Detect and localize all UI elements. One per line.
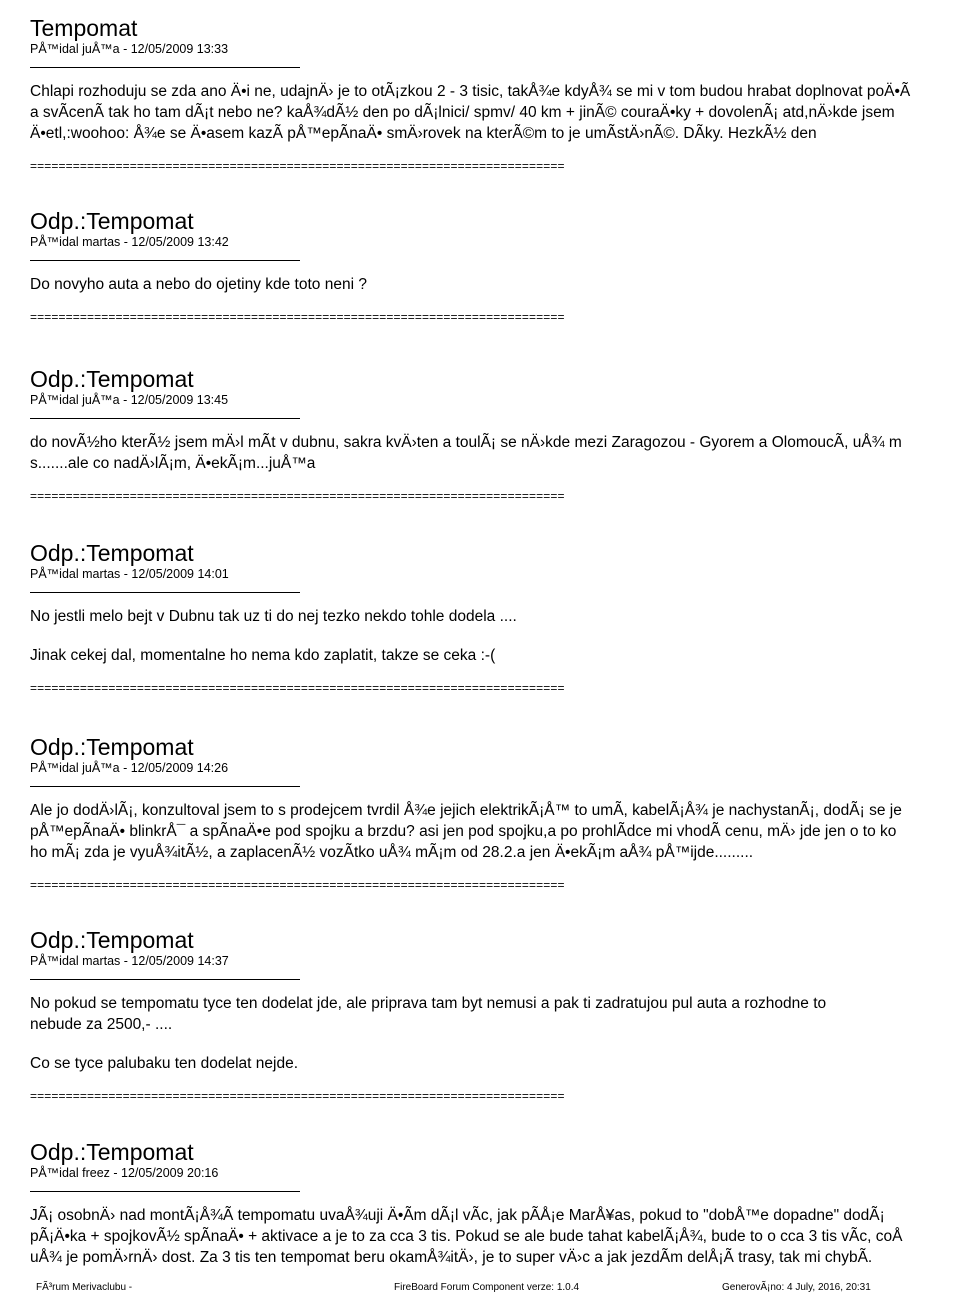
footer-site-name: FÃ³rum Merivaclubu - [36, 1282, 133, 1293]
post-meta: PÅ™idal juÅ™a - 12/05/2009 13:45 [30, 393, 229, 407]
post-text-line: s.......ale co nadÄ›lÃ¡m, Ä•ekÃ¡m...juÅ™a [30, 455, 316, 472]
forum-post [30, 540, 960, 695]
post-separator: =========================================================================== [30, 1089, 565, 1103]
post-paragraph [30, 274, 960, 295]
forum-post [30, 1139, 960, 1268]
post-meta: PÅ™idal freez - 12/05/2009 20:16 [30, 1166, 219, 1180]
post-text-line: nebude za 2500,- .... [30, 1016, 173, 1033]
post-title: Tempomat [30, 15, 138, 41]
post-meta: PÅ™idal martas - 12/05/2009 14:01 [30, 567, 229, 581]
post-text-line: ho mÃ¡ zda je vyuÅ¾itÃ½, a zaplacenÃ½ vozÃtko uÅ¾ mÃ¡m od 28.2.a jen Ä•ekÃ¡m aÅ¾ pÅ™ijde......... [30, 844, 754, 861]
post-body [30, 993, 960, 1074]
footer-component-version: FireBoard Forum Component verze: 1.0.4 [394, 1282, 580, 1293]
post-meta: PÅ™idal juÅ™a - 12/05/2009 13:33 [30, 42, 229, 56]
forum-post [30, 734, 960, 892]
post-text-line: do novÃ½ho kterÃ½ jsem mÄ›l mÃt v dubnu, sakra kvÄ›ten a toulÃ¡ se nÄ›kde mezi Zaragozou - Gyorem a OlomoucÃ, uÅ¾ m [30, 434, 902, 451]
post-paragraph [30, 81, 960, 144]
post-header-divider [30, 592, 300, 593]
post-body [30, 274, 960, 295]
post-text-line: No jestli melo bejt v Dubnu tak uz ti do nej tezko nekdo tohle dodela .... [30, 608, 517, 625]
post-meta: PÅ™idal juÅ™a - 12/05/2009 14:26 [30, 761, 229, 775]
post-separator: =========================================================================== [30, 159, 565, 173]
post-text-line: Ä•etl,:woohoo: Å¾e se Ä•asem kazÃ pÅ™epÃnaÄ• smÄ›rovek na kterÃ©m to je umÃstÄ›nÃ©. DÃky. HezkÃ½ den [30, 125, 817, 142]
post-body [30, 81, 960, 144]
post-header-divider [30, 786, 300, 787]
post-text-line: Chlapi rozhoduju se zda ano Ä•i ne, udajnÄ› je to otÃ¡zkou 2 - 3 tisic, takÅ¾e kdyÅ¾ se mi v tom budou hrabat doplnovat poÄ•Ã [30, 83, 911, 100]
forum-post [30, 366, 960, 503]
post-text-line: Jinak cekej dal, momentalne ho nema kdo zaplatit, takze se ceka :-( [30, 647, 496, 664]
post-text-line: Do novyho auta a nebo do ojetiny kde toto neni ? [30, 276, 367, 293]
post-body [30, 800, 960, 863]
post-header-divider [30, 260, 300, 261]
post-text-line: a svÃcenÃ tak ho tam dÃ¡t nebo ne? kaÅ¾dÃ½ den po dÃ¡lnici/ spmv/ 40 km + jinÃ© couraÄ•ky + dovolenÃ¡ atd,nÄ›kde jsem [30, 104, 895, 121]
post-title: Odp.:Tempomat [30, 366, 194, 392]
post-paragraph [30, 800, 960, 863]
post-paragraph [30, 432, 960, 474]
post-separator: =========================================================================== [30, 878, 565, 892]
post-meta: PÅ™idal martas - 12/05/2009 13:42 [30, 235, 229, 249]
post-text-line: Ale jo dodÄ›lÃ¡, konzultoval jsem to s prodejcem tvrdil Å¾e jejich elektrikÃ¡Å™ to umÃ, kabelÃ¡Å¾ je nachystanÃ¡, dodÃ¡ se je [30, 802, 902, 819]
post-separator: =========================================================================== [30, 489, 565, 503]
post-separator: =========================================================================== [30, 681, 565, 695]
post-meta: PÅ™idal martas - 12/05/2009 14:37 [30, 954, 229, 968]
post-title: Odp.:Tempomat [30, 734, 194, 760]
post-separator: =========================================================================== [30, 310, 565, 324]
post-paragraph [30, 606, 960, 627]
post-title: Odp.:Tempomat [30, 1139, 194, 1165]
forum-post [30, 208, 960, 324]
post-title: Odp.:Tempomat [30, 927, 194, 953]
post-text-line: No pokud se tempomatu tyce ten dodelat jde, ale priprava tam byt nemusi a pak ti zadratujou pul auta a rozhodne to [30, 995, 827, 1012]
forum-post [30, 15, 960, 173]
footer-generated-date: GenerovÃ¡no: 4 July, 2016, 20:31 [722, 1282, 871, 1293]
post-text-line: pÃ¡Ä•ka + spojkovÃ½ spÃnaÄ• + aktivace a je to za cca 3 tis. Pokud se ale bude tahat kabelÃ¡Å¾, bude to o cca 3 tis vÃc, coÅ [30, 1228, 903, 1245]
post-body [30, 606, 960, 666]
post-header-divider [30, 1191, 300, 1192]
post-title: Odp.:Tempomat [30, 540, 194, 566]
post-paragraph [30, 1205, 960, 1268]
post-paragraph [30, 1053, 960, 1074]
post-header-divider [30, 979, 300, 980]
forum-post [30, 927, 960, 1103]
post-header-divider [30, 67, 300, 68]
post-header-divider [30, 418, 300, 419]
post-text-line: pÅ™epÃnaÄ• blinkrÅ¯ a spÃnaÄ•e pod spojku a brzdu? asi jen pod spojku,a po prohlÃdce mi vhodÃ cenu, mÄ› jde jen o to ko [30, 823, 897, 840]
post-paragraph [30, 993, 960, 1035]
post-text-line: uÅ¾ je pomÄ›rnÄ› dost. Za 3 tis ten tempomat beru okamÅ¾itÄ›, je to super vÄ›c a jak jezdÃm delÅ¡Ã trasy, tak mi chybÃ. [30, 1249, 873, 1266]
post-body [30, 432, 960, 474]
post-title: Odp.:Tempomat [30, 208, 194, 234]
post-text-line: JÃ¡ osobnÄ› nad montÃ¡Å¾Ã tempomatu uvaÅ¾uji Ä•Ãm dÃ¡l vÃc, jak pÃÅ¡e MarÅ¥as, pokud to "dobÅ™e dopadne" dodÃ¡ [30, 1207, 885, 1224]
post-body [30, 1205, 960, 1268]
post-paragraph [30, 645, 960, 666]
post-text-line: Co se tyce palubaku ten dodelat nejde. [30, 1055, 298, 1072]
